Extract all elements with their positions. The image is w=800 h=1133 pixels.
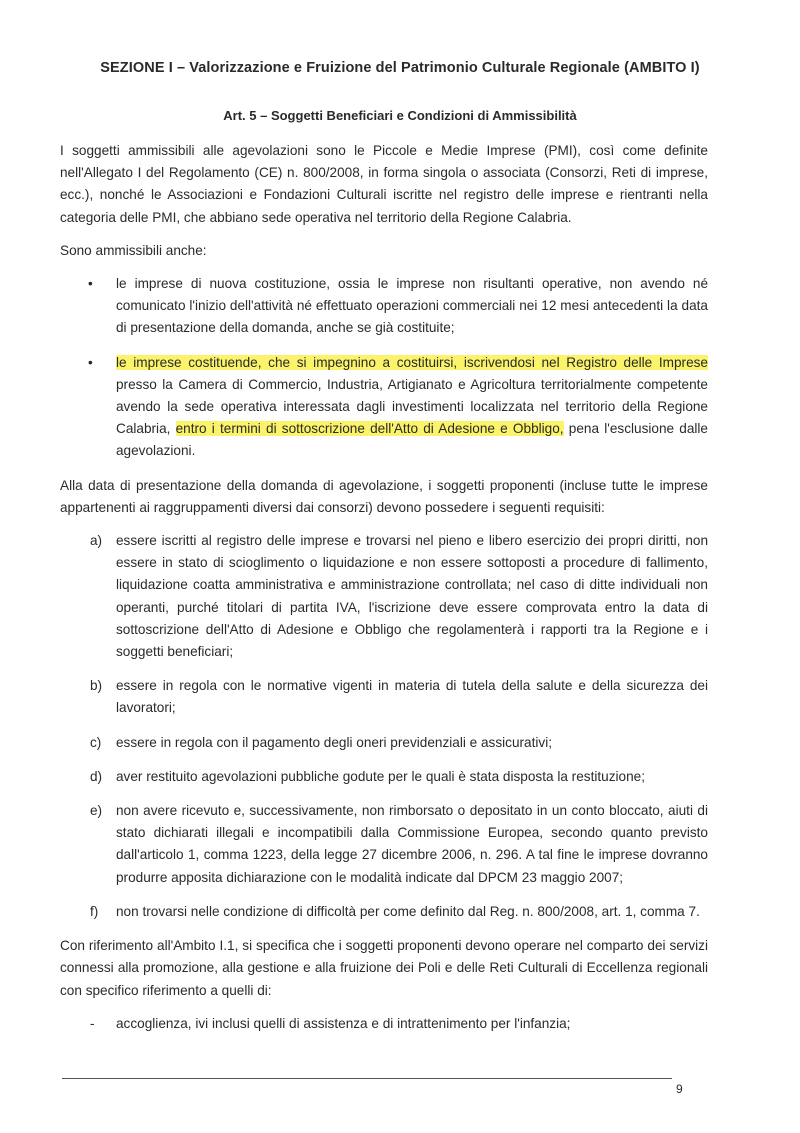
list-item-text: essere in regola con il pagamento degli oneri previdenziali e assicurativi; [116,734,552,750]
paragraph-eligible-subjects: I soggetti ammissibili alle agevolazioni sono le Piccole e Medie Imprese (PMI), così come definite nell'Allegato I del Regolamento (CE) n. 800/2008, in forma singola o associata (Consorzi, Reti di imprese, ecc.), nonché le Associazioni e Fondazioni Culturali iscritte nel registro delle imprese e rientranti nella categoria delle PMI, che abbiano sede operativa nel territorio della Regione Calabria. [60,143,708,225]
list-item [60,273,708,340]
list-item [60,675,708,719]
services-list [60,1013,708,1035]
bullet-icon: • [88,354,93,370]
list-marker: c) [90,734,102,750]
footer-divider [62,1078,672,1079]
page-number: 9 [676,1082,683,1096]
highlighted-text: entro i termini di sottoscrizione dell'Atto di Adesione e Obbligo, [175,421,564,437]
list-item [60,732,708,754]
list-marker: b) [90,678,103,694]
list-item [60,766,708,788]
list-item [60,352,708,463]
list-item-text: presso la Camera di Commercio, Industria, Artigianato e Agricoltura territorialmente competente avendo la sede operativa interessata dagli investimenti localizzata nel territorio della Regione Calabria, [116,376,708,437]
list-item-text: pena l'esclusione dalle agevolazioni. [116,421,708,459]
list-item [60,800,708,889]
list-item-text: non trovarsi nelle condizione di difficoltà per come definito dal Reg. n. 800/2008, art. 1, comma 7. [116,903,700,919]
article-title: Art. 5 – Soggetti Beneficiari e Condizioni di Ammissibilità [223,108,577,123]
paragraph-also-eligible: Sono ammissibili anche: [60,242,207,258]
list-marker: e) [90,803,103,819]
list-item-text: essere in regola con le normative vigenti in materia di tutela della salute e della sicurezza dei lavoratori; [116,678,708,716]
list-marker: a) [90,533,103,549]
list-marker: d) [90,768,103,784]
list-item-text: non avere ricevuto e, successivamente, non rimborsato o depositato in un conto bloccato, aiuti di stato dichiarati illegali e incompatibili dalla Commissione Europea, secondo quanto previsto dall'articolo 1, comma 1223, della legge 27 dicembre 2006, n. 296. A tal fine le imprese dovranno produrre apposita dichiarazione con le modalità indicate dal DPCM 23 maggio 2007; [116,803,708,885]
list-item-text: essere iscritti al registro delle imprese e trovarsi nel pieno e libero esercizio dei propri diritti, non essere in stato di scioglimento o liquidazione e non essere sottoposti a procedure di fallimento, liquidazione coatta amministrativa e amministrazione controllata; nel caso di ditte individuali non operanti, purché titolari di partita IVA, l'iscrizione deve essere comprovata entro la data di sottoscrizione dell'Atto di Adesione e Obbligo che regolamenterà i rapporti tra la Regione e i soggetti beneficiari; [116,533,708,660]
document-body [60,140,708,1035]
section-title: SEZIONE I – Valorizzazione e Fruizione del Patrimonio Culturale Regionale (AMBITO I) [100,60,700,76]
list-item [60,530,708,663]
paragraph-ambito: Con riferimento all'Ambito I.1, si specifica che i soggetti proponenti devono operare nel comparto dei servizi connessi alla promozione, alla gestione e alla fruizione dei Poli e delle Reti Culturali di Eccellenza regionali con specifico riferimento a quelli di: [60,938,708,998]
list-item [60,1013,708,1035]
requirements-list [60,530,708,923]
list-marker: f) [90,903,99,919]
list-item [60,901,708,923]
bullet-icon: • [88,276,93,292]
list-item-text: accoglienza, ivi inclusi quelli di assistenza e di intrattenimento per l'infanzia; [116,1015,571,1031]
paragraph-requirements-intro: Alla data di presentazione della domanda di agevolazione, i soggetti proponenti (incluse tutte le imprese appartenenti ai raggruppamenti diversi dai consorzi) devono possedere i seguenti requisiti: [60,477,708,515]
list-item-text: aver restituito agevolazioni pubbliche godute per le quali è stata disposta la restituzione; [116,768,645,784]
eligible-list [60,273,708,463]
dash-marker: - [90,1015,95,1031]
list-item-text: le imprese di nuova costituzione, ossia le imprese non risultanti operative, non avendo né comunicato l'inizio dell'attività né effettuato operazioni commerciali nei 12 mesi antecedenti la data di presentazione della domanda, anche se già costituite; [116,276,708,336]
highlighted-text: le imprese costituende, che si impegnino a costituirsi, iscrivendosi nel Registro delle Imprese [116,354,708,370]
